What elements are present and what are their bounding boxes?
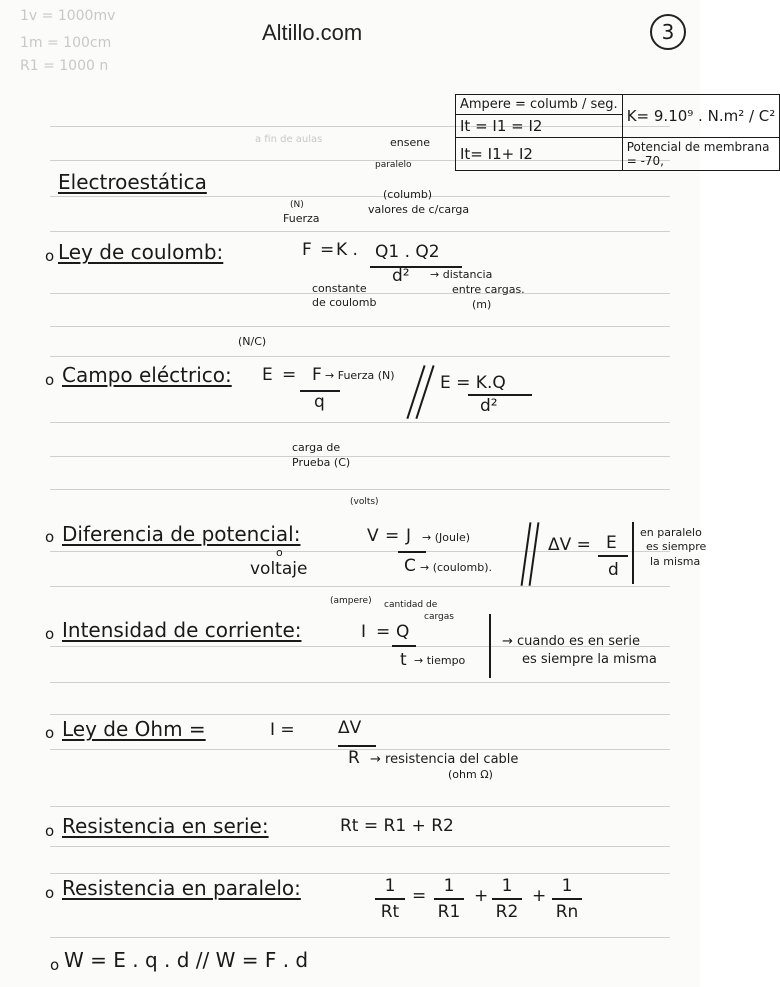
potencial-voltaje: voltaje <box>250 559 308 579</box>
potencial-num-note: → (Joule) <box>422 531 471 544</box>
intensidad-denominator: t <box>400 650 407 670</box>
potencial-denominator: C <box>404 556 416 576</box>
coulomb-numerator: Q1 . Q2 <box>375 242 440 262</box>
coulomb-charges-note-1: (columb) <box>383 188 433 201</box>
coulomb-k-note-1: constante <box>312 282 367 295</box>
bullet: o <box>45 884 55 902</box>
potencial-or: o <box>276 546 283 559</box>
potencial-side-3: la misma <box>650 555 701 568</box>
coulomb-k: K . <box>336 240 358 260</box>
intensidad-label: Intensidad de corriente: <box>62 618 302 642</box>
ohm-numerator: ΔV <box>338 718 362 738</box>
campo-num-note: → Fuerza (N) <box>325 369 395 382</box>
membrane-cell: Potencial de membrana = -70, <box>622 138 780 171</box>
ohm-den-note-2: (ohm Ω) <box>448 768 493 781</box>
potencial-lhs: V <box>367 526 379 546</box>
coulomb-d-note-2: entre cargas. <box>452 283 525 296</box>
stray-note: a fin de aulas <box>255 134 323 145</box>
bullet: o <box>45 528 55 546</box>
intensidad-num-note-1: cantidad de <box>384 600 438 610</box>
potencial-numerator: J <box>406 526 412 546</box>
campo-alt-den: d² <box>480 396 498 416</box>
bullet: o <box>45 371 55 389</box>
campo-den-note-2: Prueba (C) <box>292 456 351 469</box>
coulomb-label: Ley de coulomb: <box>58 240 224 264</box>
page-number: 3 <box>650 14 686 50</box>
paralelo-equals: = <box>412 886 427 906</box>
campo-label: Campo eléctrico: <box>62 363 232 387</box>
parallel-label: paralelo <box>375 160 412 170</box>
potencial-side-1: en paralelo <box>640 526 702 539</box>
potencial-alt-num: E <box>606 533 617 553</box>
paralelo-term-rn: 1 Rn <box>552 876 582 922</box>
bullet: o <box>45 625 55 643</box>
coulomb-k-note-2: de coulomb <box>312 296 377 309</box>
ampere-cell: Ampere = columb / seg. <box>456 95 623 115</box>
campo-den-note-1: carga de <box>292 441 341 454</box>
paralelo-term-r2: 1 R2 <box>492 876 522 922</box>
intensidad-num-note-2: cargas <box>424 612 454 622</box>
trabajo-equation: W = E . q . d // W = F . d <box>64 948 309 972</box>
faint-note-2: 1m = 100cm <box>20 35 112 51</box>
coulomb-d-note-3: (m) <box>472 298 492 311</box>
coulomb-lhs: F <box>302 240 312 260</box>
campo-unit: (N/C) <box>238 335 267 348</box>
site-watermark: Altillo.com <box>262 20 363 45</box>
coulomb-d-note-1: → distancia <box>430 268 493 281</box>
campo-denominator: q <box>314 392 325 412</box>
bullet: o <box>45 822 55 840</box>
series-current-cell: It = I1 = I2 <box>456 115 623 138</box>
page-title: Electroestática <box>58 170 207 194</box>
paralelo-plus-1: + <box>474 886 489 906</box>
notebook-page: 1v = 1000mv 1m = 100cm R1 = 1000 n Altillo.com 3 a fin de aulas Ampere = columb / seg. K= 9.10⁹ . N.m² / C² It = I1 = I2 It= I1+ I2 Potencial de membrana = -70, ensene paralelo Electroestática (N) Fuerza (columb) valores de c/carga o Ley de coulomb: F = K . Q1 . Q2 d² → distancia entre cargas. (m) constante de coulomb (N/C) o Campo eléctrico: E = F → Fuerza (N) q carga de Prueba (C) E = K.Q d² (volts) o Diferencia de potencial: o voltaje V = J → (Joule) C → (coulomb). ΔV = E d en paralelo es siempre la misma (ampere) cantidad de cargas o Intensidad de corriente: I = Q t → tiempo → cuando es en serie es siempre la misma o Ley de Ohm = I = ΔV R → resistencia del cable (ohm Ω) o Resistencia en serie: Rt = R1 + R2 o Resistencia en paralelo: 1 Rt = 1 R1 + 1 R2 + 1 Rn o W = E . q . d // W = F . d <box>0 0 700 987</box>
campo-numerator: F <box>312 365 322 385</box>
parallel-current-cell: It= I1+ I2 <box>456 138 623 171</box>
potencial-alt-den: d <box>608 560 619 580</box>
paralelo-term-rt: 1 Rt <box>375 876 405 922</box>
formula-box <box>455 94 780 171</box>
potencial-label: Diferencia de potencial: <box>62 522 301 546</box>
ohm-denominator: R <box>348 748 360 768</box>
campo-alt: E = K.Q <box>440 373 506 393</box>
bullet: o <box>45 247 55 265</box>
serie-equation: Rt = R1 + R2 <box>340 816 454 836</box>
ohm-lhs: I = <box>270 720 295 740</box>
paralelo-term-r1: 1 R1 <box>434 876 464 922</box>
potencial-den-note: → (coulomb). <box>420 561 493 574</box>
paralelo-label: Resistencia en paralelo: <box>62 876 301 900</box>
paralelo-plus-2: + <box>532 886 547 906</box>
potencial-unit: (volts) <box>350 497 379 507</box>
intensidad-side-2: es siempre la misma <box>522 652 657 667</box>
series-label: ensene <box>390 136 430 149</box>
coulomb-denominator: d² <box>392 266 410 286</box>
intensidad-unit: (ampere) <box>330 596 372 606</box>
faint-note-3: R1 = 1000 n <box>20 58 109 74</box>
bullet: o <box>45 724 55 742</box>
potencial-side-2: es siempre <box>646 540 707 553</box>
serie-label: Resistencia en serie: <box>62 814 269 838</box>
potencial-alt-lhs: ΔV = <box>548 535 591 555</box>
faint-note-1: 1v = 1000mv <box>20 8 116 24</box>
coulomb-charges-note-2: valores de c/carga <box>368 203 470 216</box>
campo-lhs: E <box>262 365 273 385</box>
intensidad-lhs: I <box>361 622 367 642</box>
coulomb-unit: (N) <box>290 200 304 210</box>
ohm-label: Ley de Ohm = <box>62 717 206 741</box>
intensidad-den-note: → tiempo <box>414 654 466 667</box>
bullet: o <box>50 956 60 974</box>
intensidad-numerator: Q <box>396 622 410 642</box>
ohm-den-note-1: → resistencia del cable <box>370 752 519 767</box>
intensidad-side-1: → cuando es en serie <box>502 634 640 649</box>
coulomb-fuerza-note: Fuerza <box>283 212 320 225</box>
k-constant-cell: K= 9.10⁹ . N.m² / C² <box>622 95 780 138</box>
